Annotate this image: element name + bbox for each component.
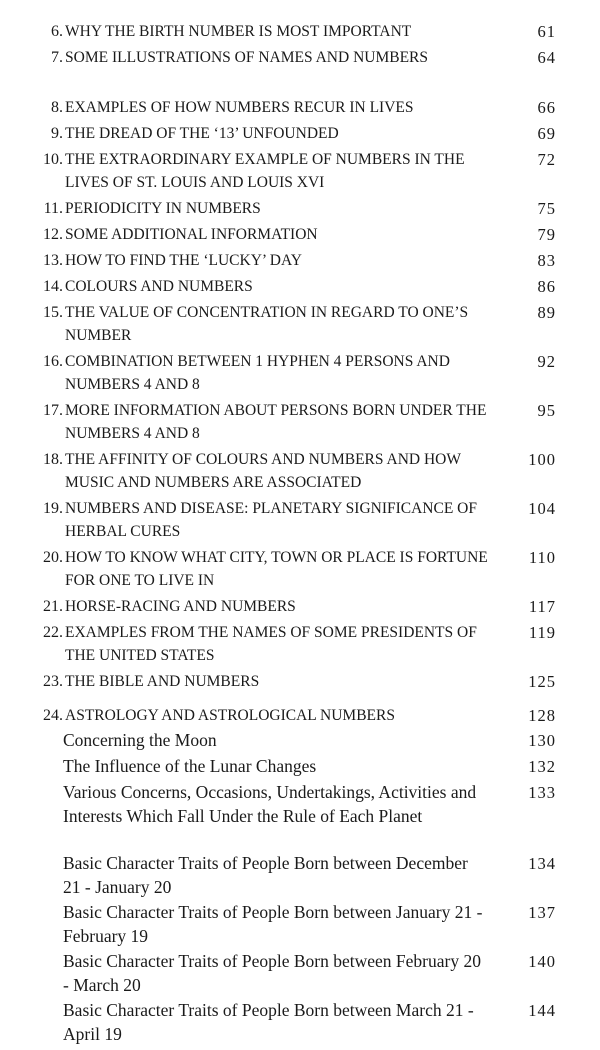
- page-number: 117: [528, 597, 556, 616]
- page-number: 144: [528, 1001, 556, 1020]
- chapter-title: THE EXTRAORDINARY EXAMPLE OF NUMBERS IN THE LIVES OF ST. LOUIS AND LOUIS XVI: [65, 151, 465, 191]
- page-number: 61: [537, 22, 556, 41]
- page-number: 125: [528, 672, 556, 691]
- chapter-number: 13.: [43, 252, 63, 269]
- chapter-number: 6.: [51, 23, 63, 40]
- page-number: 137: [528, 903, 556, 922]
- section-title: Basic Character Traits of People Born between January 21 - February 19: [63, 902, 483, 946]
- chapter-number: 9.: [51, 125, 63, 142]
- chapter-title: THE BIBLE AND NUMBERS: [65, 673, 260, 690]
- chapter-title: PERIODICITY IN NUMBERS: [65, 200, 261, 217]
- section-title: Basic Character Traits of People Born between February 20 - March 20: [63, 951, 481, 995]
- page-number: 86: [537, 277, 556, 296]
- section-title: Basic Character Traits of People Born between March 21 - April 19: [63, 1000, 474, 1044]
- page-number: 130: [528, 731, 556, 750]
- chapter-title: COMBINATION BETWEEN 1 HYPHEN 4 PERSONS AND NUMBERS 4 AND 8: [65, 353, 450, 393]
- chapter-title: HOW TO KNOW WHAT CITY, TOWN OR PLACE IS FORTUNE FOR ONE TO LIVE IN: [65, 549, 488, 589]
- page-number: 79: [537, 225, 556, 244]
- section-title: Concerning the Moon: [63, 730, 217, 750]
- chapter-number: 7.: [51, 49, 63, 66]
- page-number: 110: [528, 548, 556, 567]
- page-number: 133: [528, 783, 556, 802]
- chapter-title: EXAMPLES OF HOW NUMBERS RECUR IN LIVES: [65, 99, 414, 116]
- chapter-title: HOW TO FIND THE ‘LUCKY’ DAY: [65, 252, 302, 269]
- page-number: 128: [528, 706, 556, 725]
- chapter-number: 8.: [51, 99, 63, 116]
- page-number: 95: [537, 401, 556, 420]
- chapter-number: 22.: [43, 624, 63, 641]
- page-number: 75: [537, 199, 556, 218]
- chapter-number: 16.: [43, 353, 63, 370]
- chapter-number: 23.: [43, 673, 63, 690]
- page-number: 66: [537, 98, 556, 117]
- chapter-number: 19.: [43, 500, 63, 517]
- chapter-title: SOME ILLUSTRATIONS OF NAMES AND NUMBERS: [65, 49, 429, 66]
- chapter-title: COLOURS AND NUMBERS: [65, 278, 253, 295]
- chapter-title: ASTROLOGY AND ASTROLOGICAL NUMBERS: [65, 707, 395, 724]
- chapter-title: EXAMPLES FROM THE NAMES OF SOME PRESIDENTS OF THE UNITED STATES: [65, 624, 477, 664]
- chapter-number: 18.: [43, 451, 63, 468]
- chapter-number: 11.: [43, 200, 63, 217]
- chapter-title: THE DREAD OF THE ‘13’ UNFOUNDED: [65, 125, 339, 142]
- page-number: 83: [537, 251, 556, 270]
- page-number: 100: [528, 450, 556, 469]
- page-number: 72: [537, 150, 556, 169]
- section-title: The Influence of the Lunar Changes: [63, 756, 317, 776]
- page-number: 89: [537, 303, 556, 322]
- page-number: 64: [537, 48, 556, 67]
- chapter-number: 20.: [43, 549, 63, 566]
- chapter-title: SOME ADDITIONAL INFORMATION: [65, 226, 318, 243]
- chapter-number: 21.: [43, 598, 63, 615]
- chapter-number: 14.: [43, 278, 63, 295]
- page-number: 104: [528, 499, 556, 518]
- chapter-title: THE AFFINITY OF COLOURS AND NUMBERS AND HOW MUSIC AND NUMBERS ARE ASSOCIATED: [65, 451, 461, 491]
- section-title: Various Concerns, Occasions, Undertakings, Activities and Interests Which Fall Under the Rule of Each Planet: [63, 782, 477, 826]
- chapter-number: 15.: [43, 304, 63, 321]
- chapter-title: NUMBERS AND DISEASE: PLANETARY SIGNIFICANCE OF HERBAL CURES: [65, 500, 477, 540]
- page-number: 140: [528, 952, 556, 971]
- page-number: 69: [537, 124, 556, 143]
- chapter-title: HORSE-RACING AND NUMBERS: [65, 598, 296, 615]
- chapter-number: 10.: [43, 151, 63, 168]
- section-title: Basic Character Traits of People Born between December 21 - January 20: [63, 853, 468, 897]
- page-number: 119: [528, 623, 556, 642]
- page-number: 132: [528, 757, 556, 776]
- chapter-title: THE VALUE OF CONCENTRATION IN REGARD TO ONE’S NUMBER: [65, 304, 469, 344]
- page-number: 134: [528, 854, 556, 873]
- page-number: 92: [537, 352, 556, 371]
- chapter-number: 12.: [43, 226, 63, 243]
- chapter-number: 24.: [43, 707, 63, 724]
- chapter-title: MORE INFORMATION ABOUT PERSONS BORN UNDER THE NUMBERS 4 AND 8: [65, 402, 487, 442]
- chapter-number: 17.: [43, 402, 63, 419]
- chapter-title: WHY THE BIRTH NUMBER IS MOST IMPORTANT: [65, 23, 412, 40]
